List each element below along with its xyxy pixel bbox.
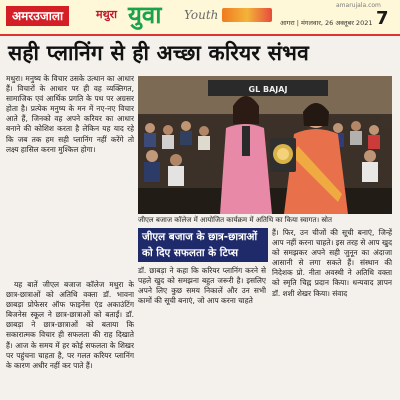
story-paragraph: मथुरा। मनुष्य के विचार उसके उत्थान का आधार हैं। विचारों के आधार पर ही वह व्यक्तिगत, सामाजिक एवं आर्थिक प्रगति के पथ पर अग्रसर होता है। प्रत्येक मनुष्य के मन में नए-नए विचार आते हैं, जिनको वह अपने करियर का आधार बनाने की कोशिश करता है लेकिन यह याद रहे कि जब तक हम सही प्लानिंग नहीं करेंगे तो लक्ष्य हासिल करना मुश्किल होगा।	[6, 74, 134, 154]
section-title-en: Youth	[184, 8, 219, 22]
masthead	[0, 0, 400, 36]
city-label: मथुरा	[96, 8, 117, 21]
event-photo	[138, 76, 392, 214]
section-title: युवा	[128, 1, 162, 29]
headline: सही प्लानिंग से ही अच्छा करियर संभव	[8, 41, 309, 65]
story-paragraph: डॉ. छाबड़ा ने कहा कि करियर प्लानिंग करने से पहले खुद को समझना बहुत जरूरी है। इसलिए अपने लिए कुछ समय निकालें और उन सभी कामों की सूची बनाएं, जो आप करना चाहते	[138, 266, 266, 306]
story-paragraph: यह बातें जीएल बजाज कॉलेज मथुरा के छात्र-छात्राओं को अतिथि वक्ता डॉ. भावना छाबड़ा प्रोफेसर ऑफ फाइनेंस एंड अकाउंटिंग बिजनेस स्कूल ने छात्र-छात्राओं को बताईं। डॉ. छाबड़ा ने छात्र-छात्राओं को बताया कि सकारात्मक विचार ही सफलता की राह दिखाते हैं। आज के समय में हर कोई सफलता के शिखर पर पहुंचना चाहता है, पर गलत करियर प्लानिंग के कारण अधीर नहीं कर पाते हैं।	[6, 280, 134, 370]
banner-text: GL BAJAJ	[248, 85, 288, 94]
photo-illustration	[138, 76, 392, 214]
site-url: amarujala.com	[336, 2, 381, 9]
decorative-strip	[222, 8, 272, 22]
story-column-left-top	[6, 74, 134, 280]
issue-date: आगरा | मंगलवार, 26 अक्तूबर 2021	[280, 19, 373, 27]
photo-caption: जीएल बजाज कॉलेज में आयोजित कार्यक्रम में अतिथि का किया स्वागत। स्रोत	[138, 216, 332, 224]
brand-logo: अमरउजाला	[6, 6, 69, 26]
story-column-left-bottom	[6, 280, 134, 392]
subheadline-box: जीएल बजाज के छात्र-छात्राओं को दिए सफलता के टिप्स	[138, 228, 268, 262]
story-column-right	[272, 228, 392, 392]
story-paragraph: हैं। फिर, उन चीजों की सूची बनाएं, जिन्हें आप नहीं करना चाहते। इस तरह से आप खुद को समझकर अपने सही जुनून का अंदाजा आसानी से लगा सकते हैं। संस्थान की निदेशक प्रो. नीता अवस्थी ने अतिथि वक्ता को स्मृति चिह्न प्रदान किया। धन्यवाद ज्ञापन डॉ. शशी शेखर किया। संवाद	[272, 228, 392, 298]
story-column-mid	[138, 266, 266, 392]
page-number: 7	[376, 8, 389, 29]
